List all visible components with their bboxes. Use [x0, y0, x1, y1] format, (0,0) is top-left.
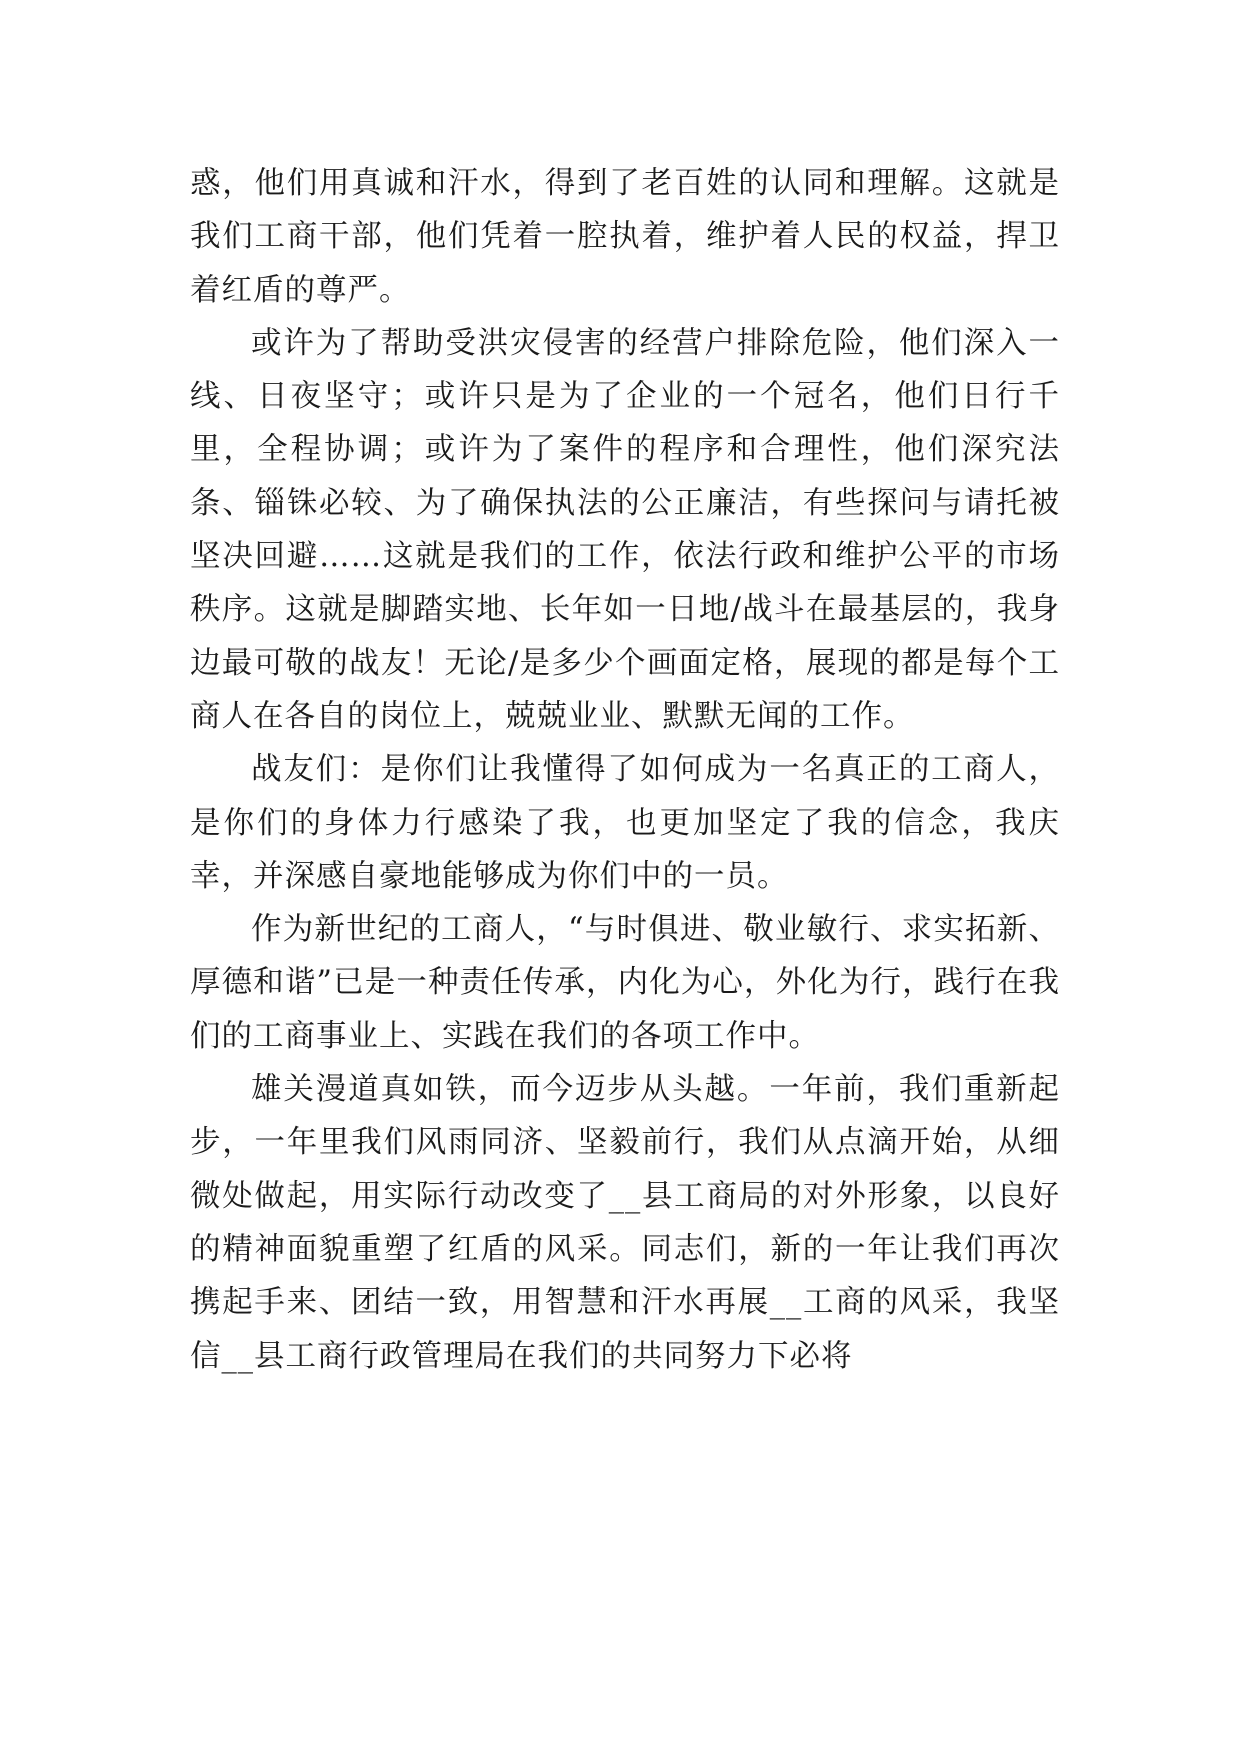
paragraph: 雄关漫道真如铁，而今迈步从头越。一年前，我们重新起步，一年里我们风雨同济、坚毅前行，我们从点滴开始，从细微处做起，用实际行动改变了__县工商局的对外形象，以良好的精神面貌重塑了红盾的风采。同志们，新的一年让我们再次携起手来、团结一致，用智慧和汗水再展__工商的风采，我坚信__县工商行政管理局在我们的共同努力下必将 — [190, 1072, 1060, 1374]
paragraph-continuation: 惑，他们用真诚和汗水，得到了老百姓的认同和理解。这就是我们工商干部，他们凭着一腔执着，维护着人民的权益，捍卫着红盾的尊严。 — [190, 166, 1060, 308]
paragraph: 战友们：是你们让我懂得了如何成为一名真正的工商人，是你们的身体力行感染了我，也更加坚定了我的信念，我庆幸，并深感自豪地能够成为你们中的一员。 — [190, 752, 1060, 894]
paragraph: 作为新世纪的工商人，“与时俱进、敬业敏行、求实拓新、厚德和谐”已是一种责任传承，内化为心，外化为行，践行在我们的工商事业上、实践在我们的各项工作中。 — [190, 912, 1060, 1054]
document-body — [190, 157, 1060, 1383]
paragraph: 或许为了帮助受洪灾侵害的经营户排除危险，他们深入一线、日夜坚守；或许只是为了企业的一个冠名，他们日行千里，全程协调；或许为了案件的程序和合理性，他们深究法条、锱铢必较、为了确保执法的公正廉洁，有些探问与请托被坚决回避……这就是我们的工作，依法行政和维护公平的市场秩序。这就是脚踏实地、长年如一日地/战斗在最基层的，我身边最可敬的战友！无论/是多少个画面定格，展现的都是每个工商人在各自的岗位上，兢兢业业、默默无闻的工作。 — [190, 325, 1060, 734]
